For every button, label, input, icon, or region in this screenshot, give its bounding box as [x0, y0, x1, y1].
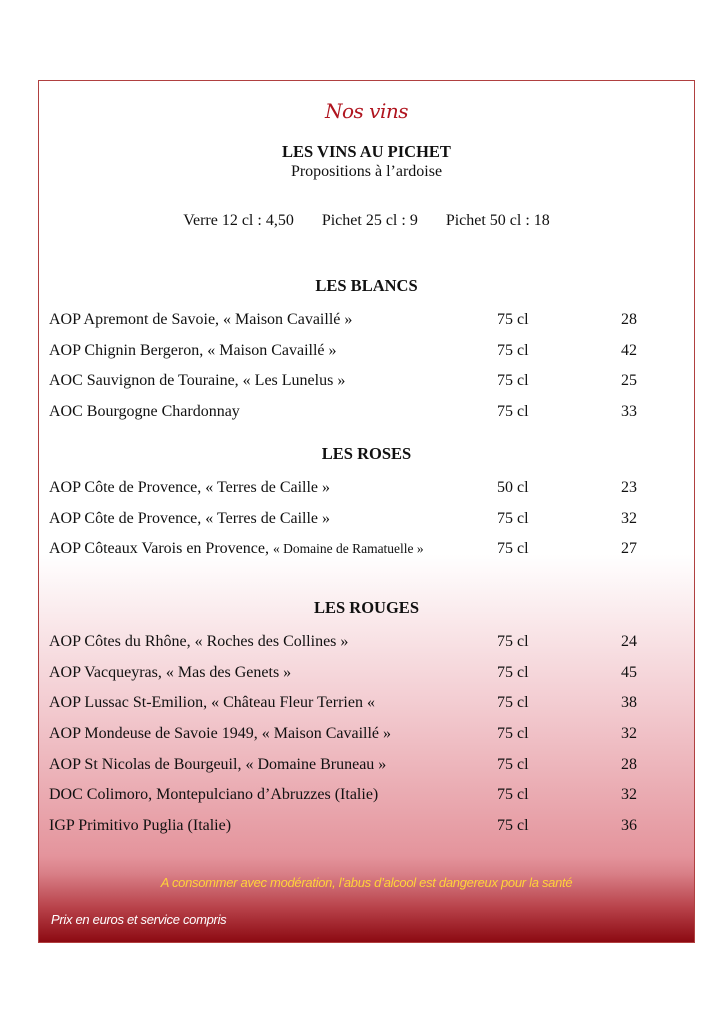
wine-size: 75 cl [497, 372, 529, 390]
wine-row [39, 658, 694, 689]
wine-size: 75 cl [497, 694, 529, 712]
wine-size: 75 cl [497, 725, 529, 743]
wine-menu [38, 80, 695, 943]
wine-name-text: AOP Côteaux Varois en Provence, [49, 540, 269, 558]
wine-row [39, 534, 694, 565]
wine-row [39, 397, 694, 428]
section-heading: LES ROSES [321, 444, 412, 463]
wine-row [39, 750, 694, 781]
section-les-rouges [39, 596, 694, 842]
wine-row [39, 811, 694, 842]
wine-row [39, 719, 694, 750]
wine-name [49, 719, 391, 750]
wine-size: 75 cl [497, 786, 529, 804]
wine-size: 75 cl [497, 311, 529, 328]
wine-name-text: AOP Vacqueyras, « Mas des Genets » [49, 663, 292, 681]
wine-size: 75 cl [497, 817, 529, 835]
wine-row [39, 688, 694, 719]
wine-size: 75 cl [497, 509, 529, 527]
wine-name [49, 688, 375, 719]
section-heading: LES ROUGES [314, 598, 419, 617]
wine-name [49, 366, 345, 397]
wine-row [39, 780, 694, 811]
wine-price: 28 [621, 755, 637, 773]
wine-name-text: IGP Primitivo Puglia (Italie) [49, 817, 232, 835]
wine-name-text: AOP Lussac St-Emilion, « Château Fleur Terrien « [49, 694, 375, 712]
wine-name [49, 473, 330, 504]
wine-price: 32 [621, 786, 637, 804]
wine-price: 24 [621, 633, 637, 650]
wine-price: 42 [621, 341, 637, 359]
wine-name-text: DOC Colimoro, Montepulciano d’Abruzzes (Italie) [49, 786, 379, 804]
wine-price: 23 [621, 479, 637, 496]
price-note: Prix en euros et service compris [51, 912, 227, 927]
price-pichet-50: Pichet 50 cl : 18 [445, 212, 550, 229]
wine-name-text: AOC Sauvignon de Touraine, « Les Lunelus » [49, 372, 346, 390]
wine-name [49, 336, 337, 367]
wine-price: 25 [621, 372, 637, 390]
wine-name [49, 811, 231, 842]
wine-domain: « Domaine de Ramatuelle » [272, 541, 424, 557]
wine-row [39, 473, 694, 504]
section-heading: LES BLANCS [315, 276, 418, 295]
wine-size: 75 cl [497, 540, 529, 558]
pichet-prices [39, 212, 694, 230]
wine-size: 75 cl [497, 341, 529, 359]
pichet-subtitle: Propositions à l’ardoise [290, 163, 443, 180]
wine-name-text: AOP Apremont de Savoie, « Maison Cavaillé » [49, 311, 353, 328]
wine-row [39, 627, 694, 658]
wine-row [39, 504, 694, 535]
wine-price: 33 [621, 403, 637, 421]
wine-name-text: AOP Côte de Provence, « Terres de Caille » [49, 479, 331, 496]
wine-row [39, 366, 694, 397]
wine-name [49, 627, 348, 658]
wine-name [49, 780, 378, 811]
wine-name-text: AOC Bourgogne Chardonnay [49, 403, 240, 421]
pichet-heading: LES VINS AU PICHET [282, 142, 451, 161]
wine-size: 75 cl [497, 633, 529, 650]
wine-price: 36 [621, 817, 637, 835]
wine-name-text: AOP St Nicolas de Bourgeuil, « Domaine Bruneau » [49, 755, 387, 773]
wine-name-text: AOP Côtes du Rhône, « Roches des Collines » [49, 633, 349, 650]
wine-price: 27 [621, 540, 637, 558]
wine-name [49, 397, 240, 428]
wine-name [49, 750, 386, 781]
wine-price: 28 [621, 311, 637, 328]
price-verre: Verre 12 cl : 4,50 [183, 212, 294, 229]
wine-name [49, 504, 330, 535]
section-les-blancs [39, 274, 694, 428]
moderation-warning: A consommer avec modération, l’abus d’alcool est dangereux pour la santé [160, 875, 573, 890]
wine-name-text: AOP Chignin Bergeron, « Maison Cavaillé » [49, 341, 337, 359]
wine-size: 75 cl [497, 663, 529, 681]
wine-size: 75 cl [497, 755, 529, 773]
wine-price: 32 [621, 725, 637, 743]
wine-row [39, 336, 694, 367]
wine-name-text: AOP Mondeuse de Savoie 1949, « Maison Cavaillé » [49, 725, 392, 743]
wine-row [39, 305, 694, 336]
wine-price: 32 [621, 509, 637, 527]
section-les-roses [39, 442, 694, 565]
wine-name [49, 534, 424, 565]
menu-title: Nos vins [324, 99, 408, 123]
wine-name [49, 658, 291, 689]
wine-size: 50 cl [497, 479, 529, 496]
wine-size: 75 cl [497, 403, 529, 421]
price-pichet-25: Pichet 25 cl : 9 [321, 212, 418, 229]
wine-name [49, 305, 352, 336]
wine-price: 45 [621, 663, 637, 681]
wine-name-text: AOP Côte de Provence, « Terres de Caille » [49, 509, 331, 527]
wine-price: 38 [621, 694, 637, 712]
